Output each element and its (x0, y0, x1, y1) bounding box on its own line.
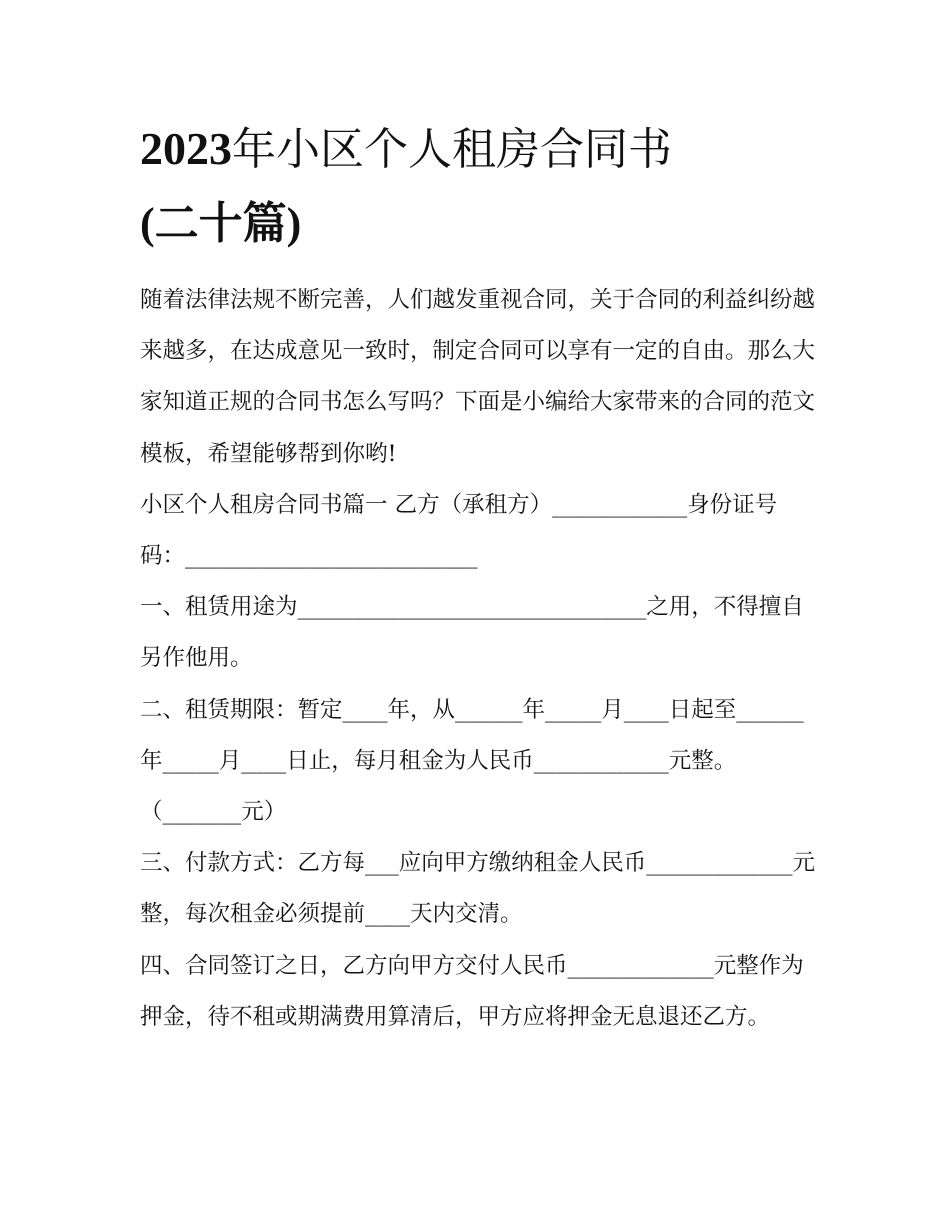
contract-heading-paragraph: 小区个人租房合同书篇一 乙方（承租方）____________身份证号码：__________________________ (140, 491, 778, 570)
title-year: 2023 (140, 123, 232, 174)
document-body (140, 275, 820, 1043)
title-main: 年小区个人租房合同书 (232, 124, 672, 175)
title-subtitle: (二十篇) (140, 199, 302, 248)
document-page (140, 112, 820, 1043)
clause-4-paragraph: 四、合同签订之日，乙方向甲方交付人民币_____________元整作为押金，待不租或期满费用算清后，甲方应将押金无息退还乙方。 (140, 952, 804, 1030)
intro-paragraph: 随着法律法规不断完善，人们越发重视合同，关于合同的利益纠纷越来越多，在达成意见一致时，制定合同可以享有一定的自由。那么大家知道正规的合同书怎么写吗？下面是小编给大家带来的合同的范文模板，希望能够帮到你哟! (140, 287, 816, 467)
clause-2-paragraph: 二、租赁期限：暂定____年，从______年_____月____日起至______年_____月____日止，每月租金为人民币____________元整。（_______元） (140, 696, 804, 826)
document-title (140, 112, 820, 261)
clause-3-paragraph: 三、付款方式：乙方每___应向甲方缴纳租金人民币_____________元整，每次租金必须提前____天内交清。 (140, 850, 816, 928)
clause-1-paragraph: 一、租赁用途为_______________________________之用，不得擅自另作他用。 (140, 594, 804, 672)
